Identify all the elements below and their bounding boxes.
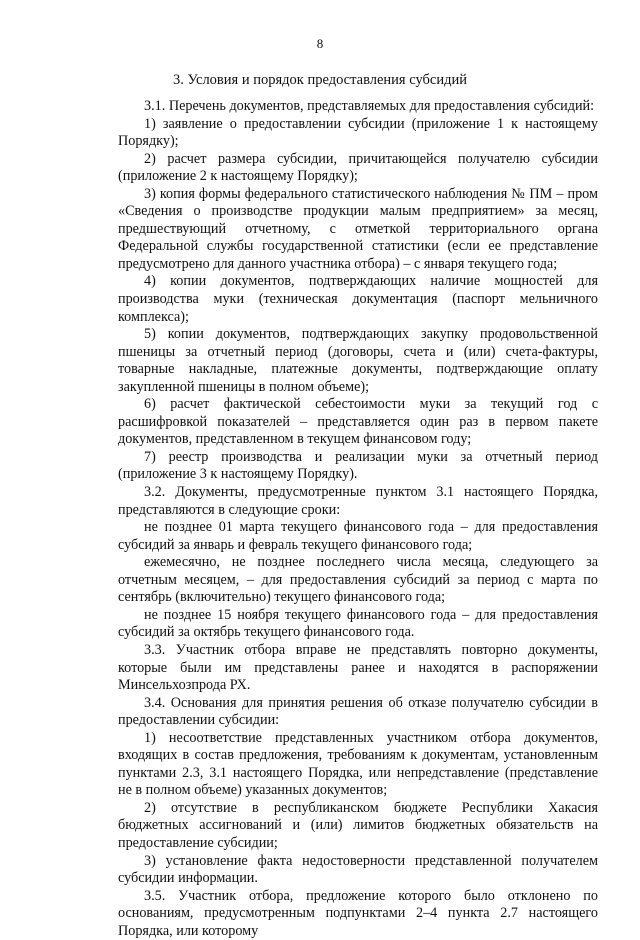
paragraph: не позднее 01 марта текущего финансового года – для предоставления субсидий за январь и февраль текущего финансового года; [118, 519, 598, 553]
paragraph: 5) копии документов, подтверждающих закупку продовольственной пшеницы за отчетный период (договоры, счета и (или) счета-фактуры, товарные накладные, платежные документы, подтверждающие оплату закупленной пшеницы в полном объеме); [118, 326, 598, 395]
paragraph: 3.4. Основания для принятия решения об отказе получателю субсидии в предоставлении субсидии: [118, 694, 598, 729]
paragraph: 3) установление факта недостоверности представленной получателем субсидии информации. [118, 852, 598, 887]
page-number: 8 [316, 36, 324, 51]
paragraph: 3.2. Документы, предусмотренные пунктом 3.1 настоящего Порядка, представляются в следующие сроки: [118, 484, 598, 518]
paragraph: 4) копии документов, подтверждающих наличие мощностей для производства муки (техническая документация (паспорт мельничного комплекса); [118, 273, 598, 325]
paragraph: ежемесячно, не позднее последнего числа месяца, следующего за отчетным месяцем, – для предоставления субсидий за период с марта по сентябрь (включительно) текущего финансового года; [118, 554, 598, 606]
document-body [118, 98, 598, 940]
paragraph: 3.3. Участник отбора вправе не представлять повторно документы, которые были им представлены ранее и находятся в распоряжении Минсельхозпрода РХ. [118, 641, 598, 694]
paragraph: не позднее 15 ноября текущего финансового года – для предоставления субсидий за октябрь текущего финансового года. [118, 606, 598, 641]
paragraph: 2) отсутствие в республиканском бюджете Республики Хакасия бюджетных ассигнований и (или) лимитов бюджетных обязательств на предоставление субсидии; [118, 799, 598, 851]
paragraph: 6) расчет фактической себестоимости муки за текущий год с расшифровкой показателей – представляется один раз в первом пакете документов, представленном в текущем финансовом году; [118, 396, 598, 448]
paragraph: 7) реестр производства и реализации муки за отчетный период (приложение 3 к настоящему Порядку). [118, 448, 598, 483]
paragraph: 2) расчет размера субсидии, причитающейся получателю субсидии (приложение 2 к настоящему Порядку); [118, 150, 598, 185]
section-title: 3. Условия и порядок предоставления субсидий [172, 72, 467, 88]
paragraph: 3.1. Перечень документов, представляемых для предоставления субсидий: [144, 98, 595, 114]
paragraph: 3.5. Участник отбора, предложение которого было отклонено по основаниям, предусмотренным подпунктами 2–4 пункта 2.7 настоящего Порядка, или которому [118, 887, 598, 939]
paragraph: 3) копия формы федерального статистического наблюдения № ПМ – пром «Сведения о производстве продукции малым предприятием» за месяц, предшествующий отчетному, с отметкой территориального органа Федеральной службы государственной статистики (если ее представление предусмотрено для данного участника отбора) – с января текущего года; [118, 185, 598, 272]
paragraph: 1) несоответствие представленных участником отбора документов, входящих в состав предложения, требованиям к документам, установленным пунктами 2.3, 3.1 настоящего Порядка, или непредставление (представление не в полном объеме) указанных документов; [118, 729, 598, 799]
paragraph: 1) заявление о предоставлении субсидии (приложение 1 к настоящему Порядку); [118, 115, 598, 150]
